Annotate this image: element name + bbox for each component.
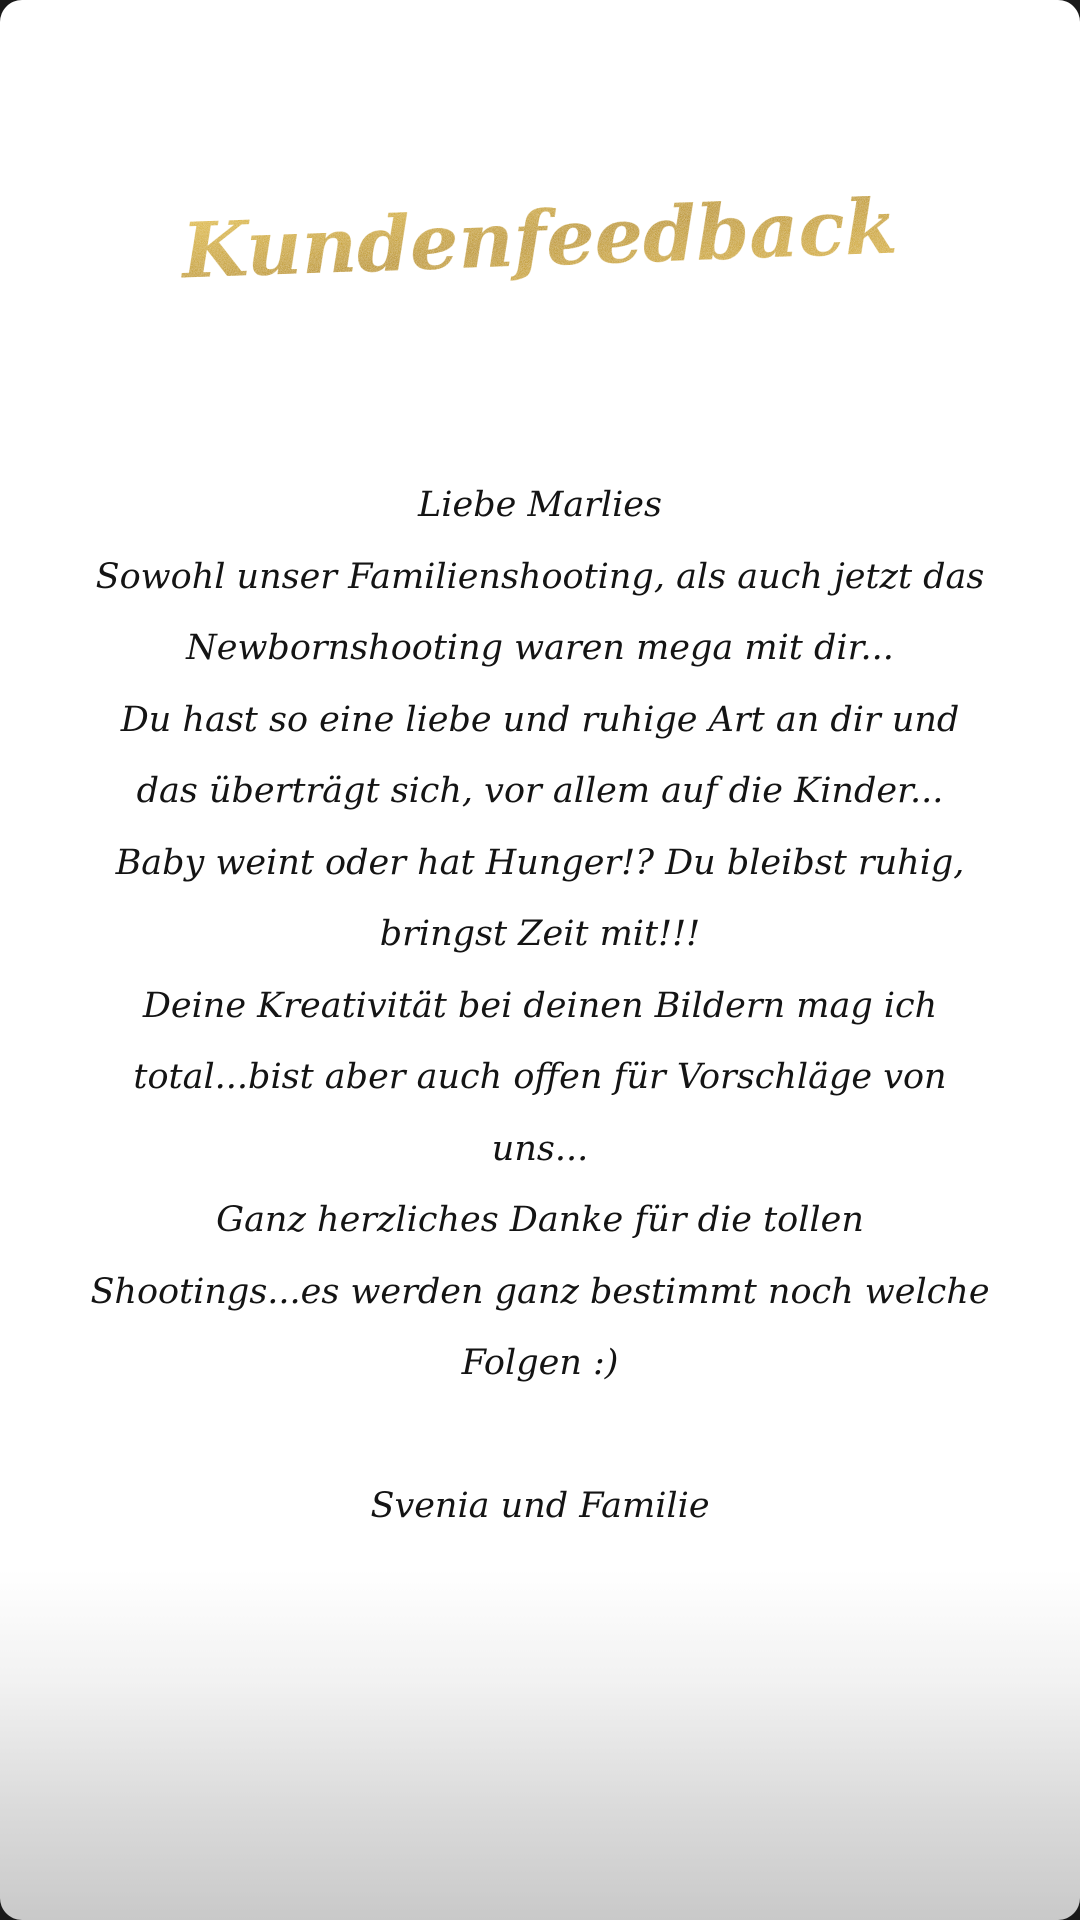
message-line: Liebe Marlies: [418, 485, 662, 525]
kundenfeedback-logo-text: Kundenfeedback: [180, 181, 899, 296]
feedback-message: [40, 470, 1040, 1543]
message-line: Sowohl unser Familienshooting, als auch jetzt das: [95, 556, 985, 597]
message-line: das überträgt sich, vor allem auf die Kinder...: [136, 771, 944, 811]
message-line: Ganz herzliches Danke für die tollen: [216, 1200, 864, 1240]
message-line: Shootings...es werden ganz bestimmt noch welche: [90, 1271, 990, 1312]
message-line: Folgen :): [461, 1343, 619, 1383]
kundenfeedback-logo: [180, 170, 899, 330]
message-line: Baby weint oder hat Hunger!? Du bleibst ruhig,: [115, 842, 965, 883]
message-line: Deine Kreativität bei deinen Bildern mag ich: [142, 985, 938, 1026]
blank-line: [40, 1400, 1040, 1472]
message-line: bringst Zeit mit!!!: [379, 914, 701, 954]
message-line: total...bist aber auch offen für Vorschläge von: [133, 1057, 947, 1097]
message-line: uns...: [491, 1128, 589, 1169]
signature: Svenia und Familie: [370, 1486, 710, 1526]
message-line: Newbornshooting waren mega mit dir...: [186, 628, 894, 668]
message-line: Du hast so eine liebe und ruhige Art an dir und: [120, 699, 960, 740]
